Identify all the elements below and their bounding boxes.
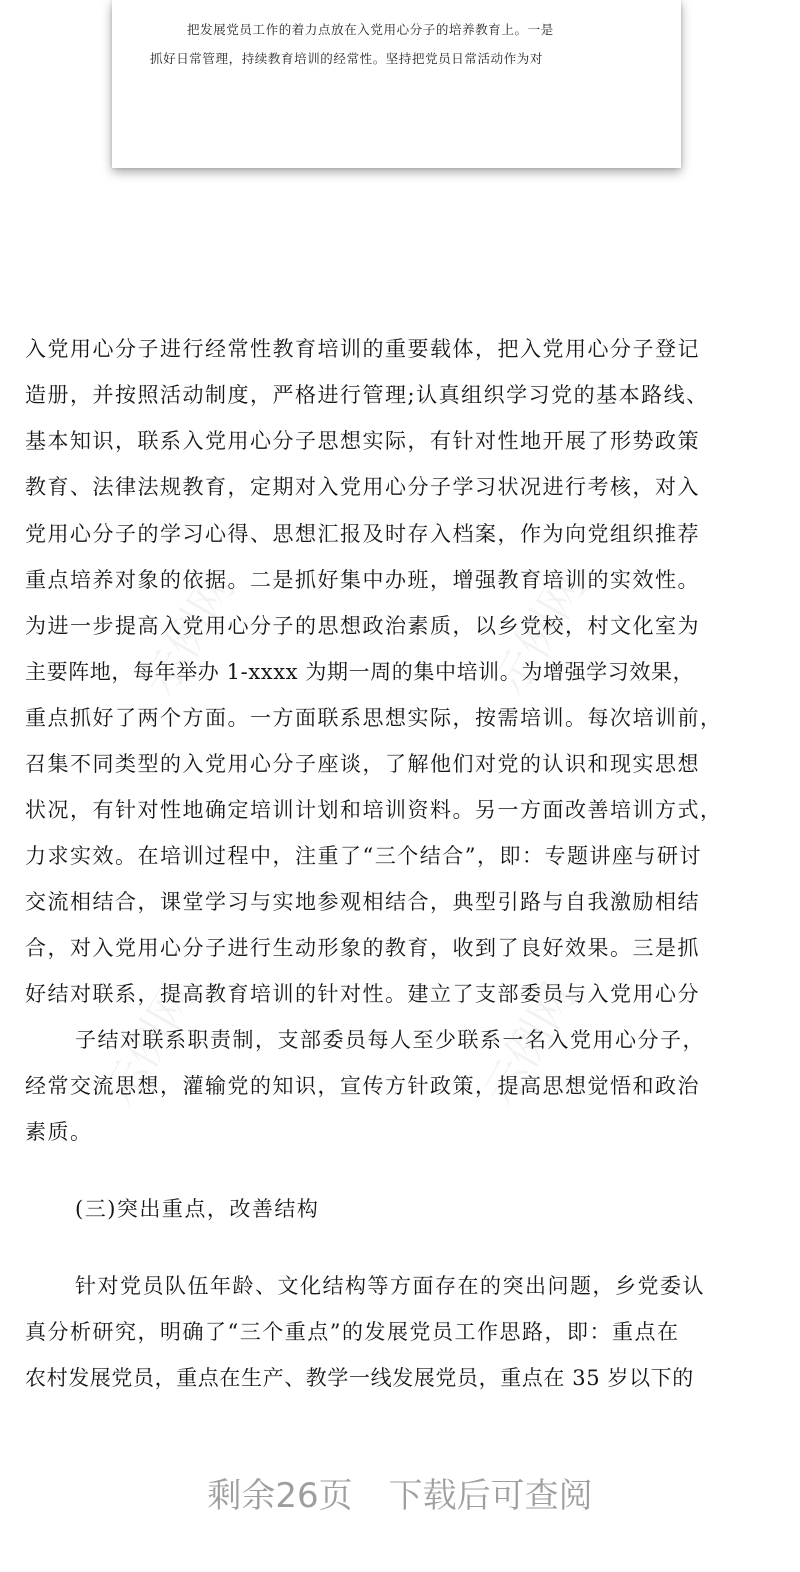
preview-line-1: 把发展党员工作的着力点放在入党用心分子的培养教育上。一是 <box>187 22 554 37</box>
body-line-18: 素质。 <box>25 1120 93 1144</box>
body-line-7: 为进一步提高入党用心分子的思想政治素质，以乡党校，村文化室为 <box>25 614 700 638</box>
body-line-12: 力求实效。在培训过程中，注重了“三个结合”，即：专题讲座与研讨 <box>25 844 702 868</box>
body-line-6: 重点培养对象的依据。二是抓好集中办班，增强教育培训的实效性。 <box>25 568 700 592</box>
body-line-15: 好结对联系，提高教育培训的针对性。建立了支部委员与入党用心分 <box>25 982 700 1006</box>
body-line-13: 交流相结合，课堂学习与实地参观相结合，典型引路与自我激励相结 <box>25 890 700 914</box>
body-line-1: 入党用心分子进行经常性教育培训的重要载体，把入党用心分子登记 <box>25 337 700 361</box>
body-line-4: 教育、法律法规教育，定期对入党用心分子学习状况进行考核，对入 <box>25 475 700 499</box>
body-line-2: 造册，并按照活动制度，严格进行管理;认真组织学习党的基本路线、 <box>25 383 709 407</box>
watermark-3: 示例网 <box>94 974 205 1115</box>
body-line-5: 党用心分子的学习心得、思想汇报及时存入档案，作为向党组织推荐 <box>25 522 700 546</box>
body-line-17: 经常交流思想，灌输党的知识，宣传方针政策，提高思想觉悟和政治 <box>25 1074 700 1098</box>
body-line-21: 农村发展党员，重点在生产、教学一线发展党员，重点在 35 岁以下的 <box>25 1366 694 1390</box>
watermark-1: 示例网 <box>134 564 245 705</box>
body-line-20: 真分析研究，明确了“三个重点”的发展党员工作思路，即：重点在 <box>25 1320 680 1344</box>
body-line-9: 重点抓好了两个方面。一方面联系思想实际，按需培训。每次培训前， <box>25 706 723 730</box>
body-line-10: 召集不同类型的入党用心分子座谈，了解他们对党的认识和现实思想 <box>25 752 700 776</box>
body-line-16: 子结对联系职责制，支部委员每人至少联系一名入党用心分子， <box>75 1028 705 1052</box>
remaining-pages-notice[interactable] <box>0 1468 800 1517</box>
section-heading: (三)突出重点，改善结构 <box>75 1197 320 1221</box>
remaining-pages-count: 剩余26页 <box>207 1476 353 1516</box>
watermark-2: 示例网 <box>484 564 595 705</box>
download-to-view-link[interactable]: 下载后可查阅 <box>388 1476 593 1516</box>
body-line-14: 合，对入党用心分子进行生动形象的教育，收到了良好效果。三是抓 <box>25 936 700 960</box>
body-line-11: 状况，有针对性地确定培训计划和培训资料。另一方面改善培训方式， <box>25 798 723 822</box>
watermark-4: 示例网 <box>474 974 585 1115</box>
body-line-3: 基本知识，联系入党用心分子思想实际，有针对性地开展了形势政策 <box>25 429 700 453</box>
body-line-8: 主要阵地，每年举办 1-xxxx 为期一周的集中培训。为增强学习效果， <box>25 660 695 684</box>
preview-line-2: 抓好日常管理，持续教育培训的经常性。坚持把党员日常活动作为对 <box>150 51 544 66</box>
body-line-19: 针对党员队伍年龄、文化结构等方面存在的突出问题，乡党委认 <box>75 1274 705 1298</box>
document-preview-card <box>112 0 681 168</box>
